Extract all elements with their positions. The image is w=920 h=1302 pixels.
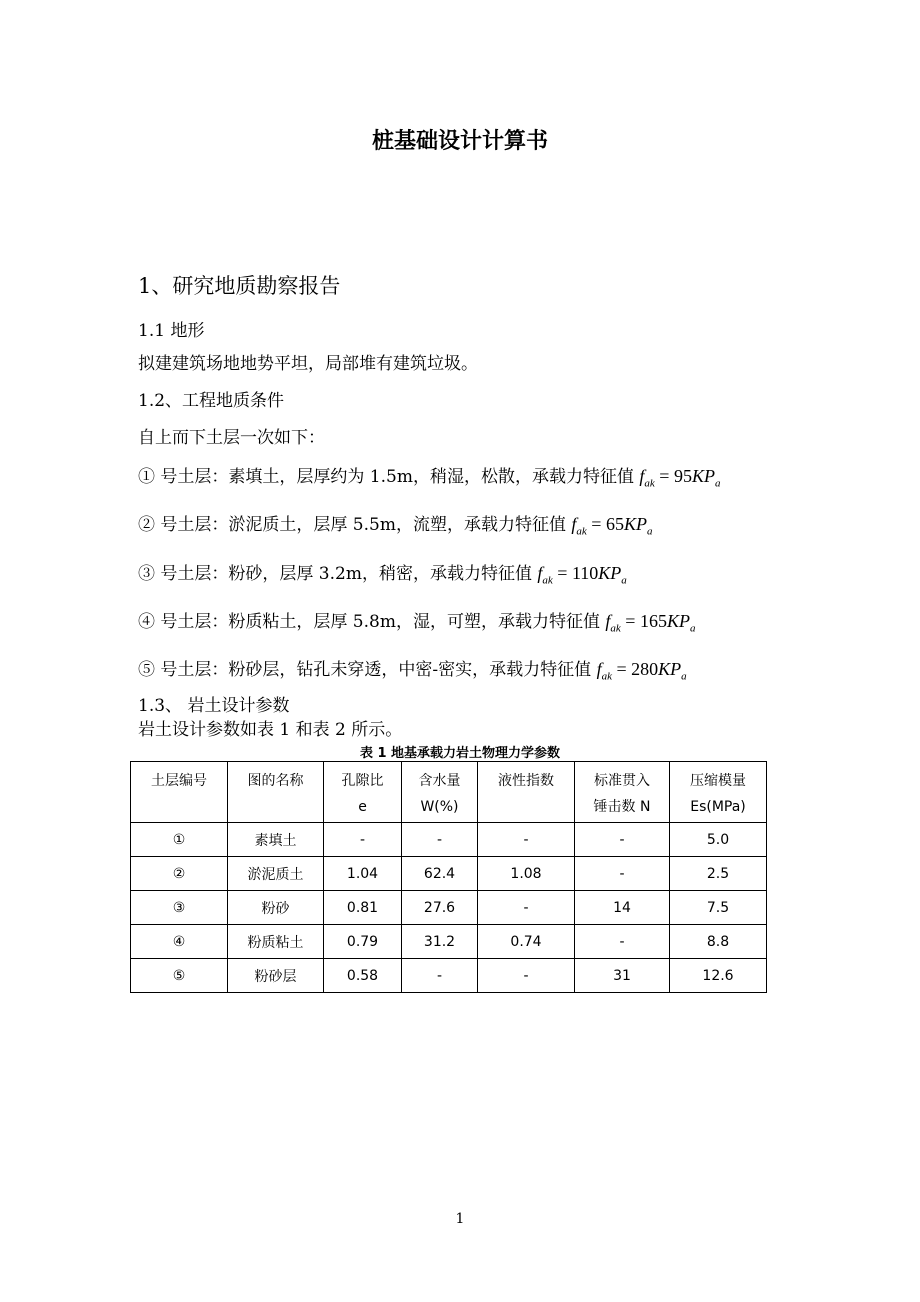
- table-row: [131, 891, 767, 925]
- table-cell: ⑤: [131, 959, 228, 993]
- bearing-capacity-formula: $f_{ak} = 280KP_a$: [596, 659, 687, 683]
- table-cell: -: [478, 959, 575, 993]
- table-cell: 12.6: [670, 959, 767, 993]
- bearing-capacity-formula: $f_{ak} = 65KP_a$: [571, 514, 653, 538]
- table-cell: 27.6: [402, 891, 478, 925]
- soil-layer-1: [138, 462, 720, 490]
- table-cell: 0.79: [324, 925, 402, 959]
- document-title: 桩基础设计计算书: [371, 129, 548, 154]
- header-cell: 液性指数: [478, 762, 575, 823]
- layer-description: ① 号土层：素填土，层厚约为 1.5m，稍湿，松散，承载力特征值: [138, 467, 634, 487]
- bearing-capacity-formula: $f_{ak} = 110KP_a$: [537, 563, 627, 587]
- table-cell: 0.58: [324, 959, 402, 993]
- table-cell: 1.04: [324, 857, 402, 891]
- table-row: [131, 925, 767, 959]
- layers-intro: 自上而下土层一次如下：: [138, 428, 325, 448]
- table-cell: 8.8: [670, 925, 767, 959]
- table-cell: -: [478, 823, 575, 857]
- layer-description: ③ 号土层：粉砂，层厚 3.2m，稍密，承载力特征值: [138, 564, 532, 584]
- subsection-heading-1-3: 1.3、 岩土设计参数: [138, 696, 290, 716]
- table-row: [131, 959, 767, 993]
- table-row: [131, 823, 767, 857]
- soil-layer-2: [138, 510, 652, 538]
- table-header-row: [131, 762, 767, 823]
- layer-description: ⑤ 号土层：粉砂层，钻孔未穿透，中密-密实，承载力特征值: [138, 660, 592, 680]
- table-cell: -: [575, 857, 670, 891]
- table-cell: 素填土: [228, 823, 324, 857]
- header-cell: 含水量 W(%): [402, 762, 478, 823]
- layer-description: ② 号土层：淤泥质土，层厚 5.5m，流塑，承载力特征值: [138, 515, 566, 535]
- table-cell: -: [402, 959, 478, 993]
- soil-parameters-table: [130, 761, 767, 993]
- subsection-heading-1-1: 1.1 地形: [138, 321, 205, 341]
- bearing-capacity-formula: $f_{ak} = 95KP_a$: [639, 466, 721, 490]
- table-cell: 0.74: [478, 925, 575, 959]
- table-cell: -: [575, 925, 670, 959]
- table-cell: 淤泥质土: [228, 857, 324, 891]
- table-cell: -: [575, 823, 670, 857]
- table-cell: ④: [131, 925, 228, 959]
- header-cell: 土层编号: [131, 762, 228, 823]
- header-cell: 压缩模量 Es(MPa): [670, 762, 767, 823]
- table-cell: 粉砂: [228, 891, 324, 925]
- table-cell: 62.4: [402, 857, 478, 891]
- header-cell: 图的名称: [228, 762, 324, 823]
- table-cell: 粉砂层: [228, 959, 324, 993]
- bearing-capacity-formula: $f_{ak} = 165KP_a$: [605, 611, 696, 635]
- table-cell: 粉质粘土: [228, 925, 324, 959]
- table-cell: 2.5: [670, 857, 767, 891]
- table-cell: ③: [131, 891, 228, 925]
- table-cell: ②: [131, 857, 228, 891]
- table-cell: 5.0: [670, 823, 767, 857]
- soil-layer-5: [138, 655, 687, 683]
- header-cell: 标准贯入 锤击数 N: [575, 762, 670, 823]
- table-cell: -: [478, 891, 575, 925]
- table-cell: 1.08: [478, 857, 575, 891]
- page-number: 1: [455, 1211, 465, 1227]
- table-cell: 0.81: [324, 891, 402, 925]
- table-cell: -: [324, 823, 402, 857]
- subsection-heading-1-2: 1.2、工程地质条件: [138, 391, 285, 411]
- table-caption: 表 1 地基承载力岩土物理力学参数: [359, 746, 561, 761]
- table-cell: 7.5: [670, 891, 767, 925]
- table-cell: 31.2: [402, 925, 478, 959]
- table-cell: -: [402, 823, 478, 857]
- table-cell: 31: [575, 959, 670, 993]
- terrain-text: 拟建建筑场地地势平坦，局部堆有建筑垃圾。: [138, 354, 478, 374]
- soil-layer-4: [138, 607, 695, 635]
- table-cell: ①: [131, 823, 228, 857]
- layer-description: ④ 号土层：粉质粘土，层厚 5.8m，湿，可塑，承载力特征值: [138, 612, 600, 632]
- section-heading-1: 1、研究地质勘察报告: [138, 274, 341, 298]
- header-cell: 孔隙比 e: [324, 762, 402, 823]
- table-cell: 14: [575, 891, 670, 925]
- soil-layer-3: [138, 559, 627, 587]
- table-row: [131, 857, 767, 891]
- parameters-intro: 岩土设计参数如表 1 和表 2 所示。: [138, 720, 403, 740]
